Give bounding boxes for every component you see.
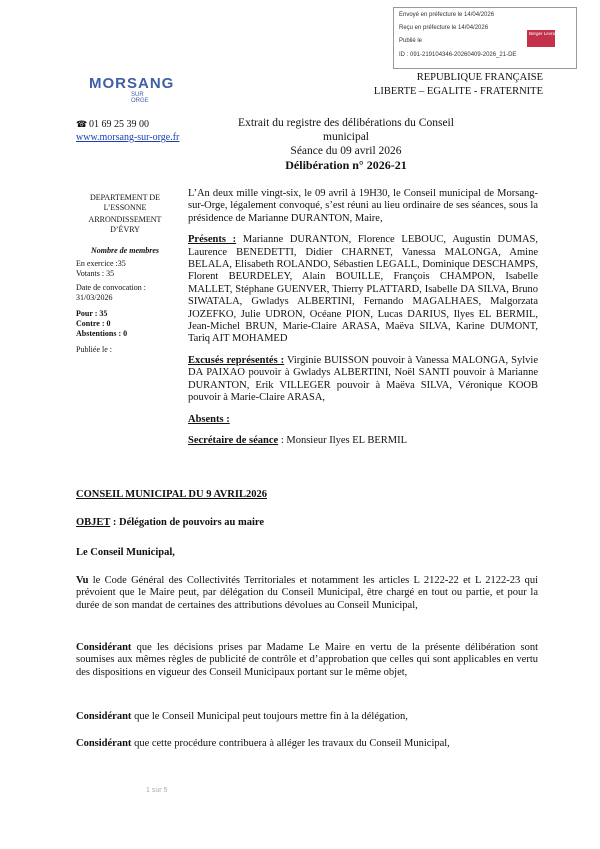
phone-icon: ☎ (76, 119, 88, 129)
page-number: 1 sur 5 (146, 787, 168, 794)
logo-sub-sur: SUR (131, 92, 144, 98)
presents-text: Marianne DURANTON, Florence LEBOUC, Augustin DUMAS, Laurence BENEDETTI, Didier CHARNET, Vanessa MALONGA, Amine BELALA, Elisabeth ROLANDO, Sébastien LEGALL, Dominique DESCHAMPS, Florent BEURDELEY, Alain BOUILLE, François CHAMPON, Isabelle MALLET, Stéphane GUENVER, Thierry PLATTARD, Isabelle DA SILVA, Bruno SIWATALA, Gwladys ALBERTINI, Fernando MAGALHAES, Malgorzata JOZEFKO, Julie UDRON, Océane PION, Lucas DARIUS, Ilyes EL BERMIL, Jean-Michel BRUN, Marie-Claire ARASA, Maëva SILVA, Karine DUMONT, Tariq AIT MOHAMED (188, 234, 538, 345)
intro-paragraph: L’An deux mille vingt-six, le 09 avril à 19H30, le Conseil municipal de Morsang-sur-Orge, légalement convoqué, s’est réuni au lieu ordinaire de ses séances, sous la présidence de Marianne DURANTON, Maire, (188, 188, 538, 224)
secretaire-label: Secrétaire de séance (188, 434, 279, 446)
header-line1: Extrait du registre des délibérations du Conseil municipal (238, 117, 454, 143)
excuses-label: Excusés représentés : (188, 354, 285, 366)
republic-line1: REPUBLIQUE FRANÇAISE (416, 72, 543, 83)
conseil-title-row (76, 489, 538, 501)
header-line2: Séance du 09 avril 2026 (290, 145, 402, 157)
stamp-badge (527, 30, 560, 47)
considerant1-text: que les décisions prises par Madame Le Maire en vertu de la présente délibération sont soumises aux mêmes règles de publicité de contrôle et d’approbation que celles qui sont applicables en vertu des dispositions en vigueur des Conseil Municipaux portant sur le même objet, (76, 642, 538, 678)
stamp-id: ID : 091-219104346-20260409-2026_21-DE (399, 52, 517, 58)
stamp-published: Publié le (399, 38, 423, 44)
considerant2-text: que le Conseil Municipal peut toujours mettre fin à la délégation, (131, 711, 408, 722)
vu-row (76, 575, 538, 612)
website-link[interactable]: www.morsang-sur-orge.fr (76, 132, 180, 143)
objet-text: : Délégation de pouvoirs au maire (110, 517, 265, 528)
considerant1-paragraph (76, 642, 538, 679)
attendance-section (188, 188, 538, 456)
published-label: Publiée le : (76, 345, 112, 354)
dept-line1: DEPARTEMENT DE (90, 193, 160, 202)
objet-label: OBJET (76, 517, 111, 528)
logo-sub (131, 92, 149, 104)
vu-text: le Code Général des Collectivités Territoriales et notamment les articles L 2122-22 et L 2122-23 qui prévoient que le Maire peut, par délégation du Conseil Municipal, être chargé en tout ou partie, et pour la durée de son mandat de certaines des attributions dévolues au Conseil Municipal, (76, 575, 538, 611)
phone-row (76, 118, 179, 131)
town-logo (89, 75, 175, 105)
considerant3-row (76, 738, 538, 750)
considerant2-paragraph (76, 711, 538, 723)
dept-line2: L’ESSONNE (103, 203, 147, 212)
objet-paragraph (76, 517, 538, 529)
phone-number: 01 69 25 39 00 (89, 119, 149, 130)
excuses-text: Virginie BUISSON pouvoir à Vanessa MALONGA, Sylvie DA PAIXAO pouvoir à Gwladys ALBERTINI, Noël SANTI pouvoir à Marianne DURANTON, Erik VILLEGER pouvoir à Maëva SILVA, Véronique KOOB pouvoir à Marie-Claire ARASA, (188, 354, 538, 404)
le-conseil-row (76, 547, 538, 559)
logo-name: MORSANG (89, 75, 175, 92)
stamp-received: Reçu en préfecture le 14/04/2026 (399, 25, 489, 31)
members-title: Nombre de membres (91, 246, 159, 255)
presents-label: Présents : (188, 234, 237, 246)
vote-contre: Contre : 0 (76, 319, 111, 328)
logo-sub-orge: ORGE (131, 98, 149, 104)
members-exercice: En exercice :35 (76, 259, 126, 268)
document-header (216, 116, 476, 172)
republic-heading (374, 71, 543, 99)
deliberation-number: Délibération n° 2026-21 (285, 158, 407, 172)
vote-abstentions: Abstentions : 0 (76, 329, 128, 338)
vu-label: Vu (76, 575, 89, 586)
left-sidebar (76, 193, 174, 355)
objet-row (76, 517, 538, 529)
convocation-date: 31/03/2026 (76, 293, 113, 302)
secretaire-text: : Monsieur Ilyes EL BERMIL (278, 434, 407, 446)
considerant1-row (76, 642, 538, 679)
arrondissement: ARRONDISSEMENT D’ÉVRY (88, 215, 162, 234)
department-block (76, 193, 174, 235)
considerant3-paragraph (76, 738, 538, 750)
secretaire-paragraph (188, 435, 538, 447)
considerant3-label: Considérant (76, 738, 132, 749)
absents-paragraph (188, 414, 538, 426)
presents-paragraph (188, 234, 538, 346)
members-votants: Votants : 35 (76, 269, 115, 278)
convocation-label: Date de convocation : (76, 283, 146, 292)
stamp-sent: Envoyé en préfecture le 14/04/2026 (399, 12, 495, 18)
republic-line2: LIBERTE – EGALITE - FRATERNITE (373, 86, 543, 97)
stamp-badge-label: Berger Levrault (529, 31, 560, 36)
considerant2-row (76, 711, 538, 723)
contact-block (76, 118, 179, 144)
considerant2-label: Considérant (76, 711, 132, 722)
considerant1-label: Considérant (76, 642, 132, 653)
absents-label: Absents : (188, 413, 230, 425)
le-conseil: Le Conseil Municipal, (76, 547, 175, 558)
prefecture-stamp (393, 7, 577, 69)
vote-pour: Pour : 35 (76, 309, 108, 318)
considerant3-text: que cette procédure contribuera à alléger les travaux du Conseil Municipal, (131, 738, 450, 749)
conseil-title: CONSEIL MUNICIPAL DU 9 AVRIL2026 (76, 489, 267, 500)
excuses-paragraph (188, 355, 538, 405)
vu-paragraph (76, 575, 538, 612)
